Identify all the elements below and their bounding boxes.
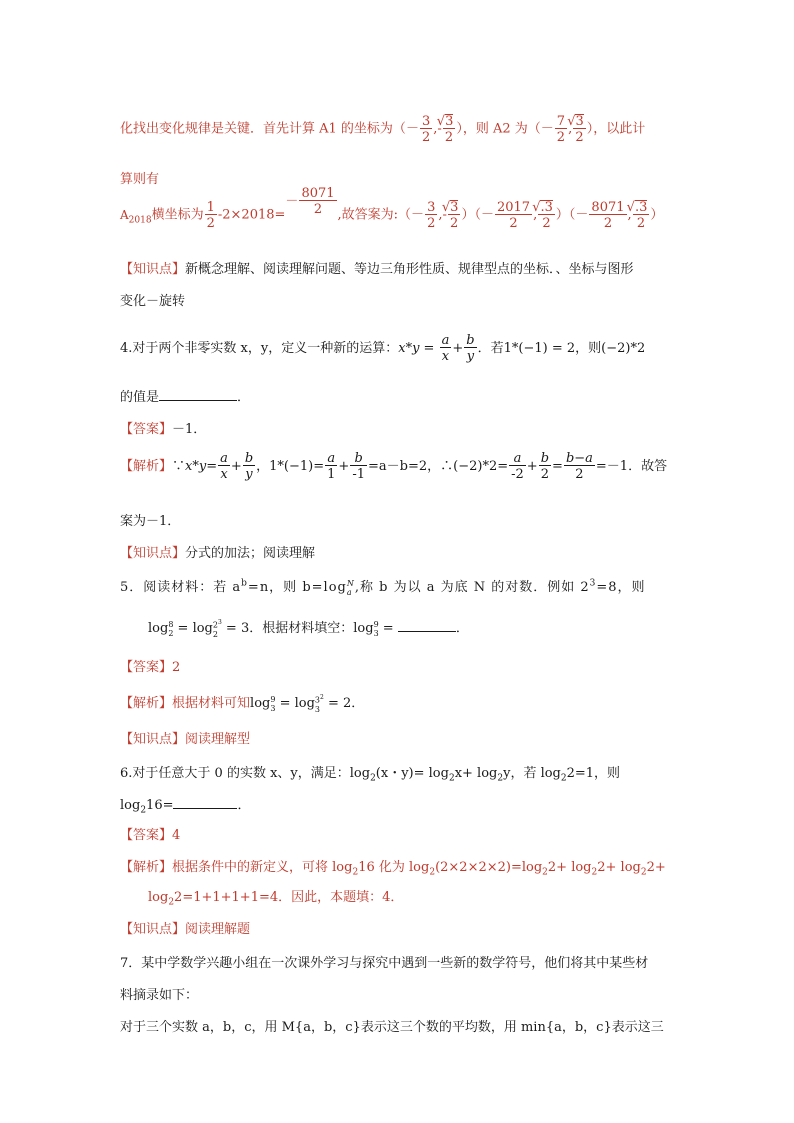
answer-blank: [398, 619, 456, 632]
fraction: √ $\frac{3}{2}$: [443, 114, 456, 144]
knowledge-point-line: [120, 728, 250, 747]
text: 2=1，则: [566, 766, 621, 781]
text: ．: [237, 390, 251, 405]
text: 5．阅读材料：若 a: [120, 580, 242, 595]
question-6: 6.对于任意大于 0 的实数 x、y，满足：$\log_2(x$・$y)= \log_2x+ \log_2y$，若 $\log_22=1$，则: [120, 766, 621, 784]
text: 16=: [146, 798, 174, 813]
text: x: [398, 341, 406, 356]
text: ∵: [172, 459, 186, 474]
solution-line-3: [120, 185, 664, 231]
text: -2×2018=: [217, 207, 286, 223]
text: log: [148, 890, 169, 905]
fraction: $\frac{1}{2}$: [206, 199, 215, 231]
text: 6.对于任意大于 0 的实数 x、y，满足：log: [120, 766, 371, 781]
knowledge-point-line: [120, 258, 634, 277]
text: 2+: [646, 860, 666, 875]
fraction: $\frac{8071}{2}$: [301, 185, 335, 217]
text: 阅读理解型: [185, 732, 251, 747]
fraction: $\frac{7}{2}$: [556, 113, 566, 145]
text: 新概念理解、阅读理解问题、等边三角形性质、规律型点的坐标．、坐标与图形: [185, 262, 634, 277]
fraction: $\frac{3}{2}$: [421, 113, 431, 145]
text: 2: [172, 660, 181, 675]
fraction: $\frac{2017}{2}$: [496, 199, 531, 231]
text: ,故答案为:（: [337, 207, 412, 223]
text: －: [285, 193, 299, 209]
text: 2+ log: [597, 860, 641, 875]
fraction: $\frac{a}{x}$: [441, 333, 450, 364]
text: x+ log: [454, 766, 498, 781]
text: 分式的加法；阅读理解: [185, 546, 316, 561]
answer-line: [120, 656, 180, 675]
question-7-line-2: 料摘录如下：: [120, 988, 199, 1003]
text: =n，则 b=log: [247, 580, 347, 595]
question-7-line-3: 对于三个实数 a，b，c，用 M{a，b，c}表示这三个数的平均数，用 min{a，b，c}表示这三: [120, 1020, 664, 1035]
text: 化找出变化规律是关键．首先计算 A1 的坐标为（: [120, 121, 406, 137]
answer-blank: [159, 388, 237, 401]
text: y，若 log: [503, 766, 561, 781]
solution-line-2: 算则有: [120, 172, 160, 187]
knowledge-tag: 【知识点】: [120, 262, 186, 277]
answer-tag: 【答案】: [120, 422, 173, 437]
fraction: $\frac{b}{2}$: [540, 451, 550, 482]
text: y: [412, 341, 420, 356]
text: ,-: [438, 207, 447, 223]
answer-line: [120, 418, 206, 437]
text: ,: [627, 207, 632, 223]
solution-line-cont: $\log_22=1+1+1+1=4$．因此，本题填：4．: [148, 890, 404, 908]
solution-line-cont: 案为－1．: [120, 514, 181, 529]
solution-line-1: [120, 114, 645, 144]
text: 4: [172, 828, 181, 843]
text: (2×2×2×2)=log: [435, 860, 543, 875]
text: y: [198, 459, 207, 474]
knowledge-tag: 【知识点】: [120, 922, 186, 937]
text: 根据材料可知: [172, 696, 251, 711]
question-6-cont: $\log_216=$ ．: [120, 798, 251, 816]
text: ）（－: [555, 207, 589, 223]
answer-blank: [173, 796, 237, 809]
text: ），则 A2 为（: [456, 121, 541, 137]
text: 2+ log: [547, 860, 592, 875]
text: 的值是: [120, 390, 160, 405]
text: 16 化为 log: [358, 860, 430, 875]
text: =8，则: [596, 580, 646, 595]
text: ，则: [575, 341, 602, 356]
solution-tag: 【解析】: [120, 696, 173, 711]
question-4-blank-line: [120, 386, 250, 405]
text: ），以此计: [586, 121, 646, 137]
text: －: [540, 121, 554, 137]
answer-tag: 【答案】: [120, 660, 173, 675]
knowledge-point-line: [120, 542, 315, 561]
superscript: 3: [589, 578, 597, 589]
answer-tag: 【答案】: [120, 828, 173, 843]
text: ）: [650, 207, 664, 223]
fraction: $\frac{3}{2}$: [427, 199, 436, 231]
text: $A_{2018}$: [120, 207, 152, 225]
question-5-formula: log 8 2 = log $2^3$ 2 = 3．根据材料填空：log 9 3 = ．: [148, 619, 469, 639]
text: ．: [237, 798, 251, 813]
solution-tag: 【解析】: [120, 860, 173, 875]
question-5: [120, 576, 646, 597]
solution-tag: 【解析】: [120, 459, 173, 474]
text: ．: [455, 621, 469, 636]
log-notation: N a: [346, 578, 355, 597]
fraction: √ $\frac{3}{2}$: [573, 114, 586, 144]
answer-line: [120, 824, 180, 843]
question-4: 4.对于两个非零实数 x，y，定义一种新的运算：x*y = $\frac{a}{x}$ + $\frac{b}{y}$ ．若1*(−1) = 2，则(−2)*2: [120, 333, 646, 364]
text: 2=1+1+1+1=4．因此，本题填：4．: [174, 890, 404, 905]
text: =－1．故答: [595, 459, 668, 474]
fraction: √ $\frac{.3}{2}$: [538, 200, 555, 230]
text: ）（－: [461, 207, 494, 223]
fraction: √ $\frac{.3}{2}$: [633, 200, 650, 230]
text: －: [405, 121, 419, 137]
knowledge-point-line-2: 变化－旋转: [120, 294, 186, 309]
text: －1．: [172, 422, 207, 437]
solution-line: 【解析】根据条件中的新定义，可将 $\log_216$ 化为 $\log_2(2\times 2\times 2\times 2)=\log_22+ \log_22+ \log_22+$: [120, 860, 666, 878]
fraction: $\frac{b}{y}$: [466, 333, 475, 364]
solution-line: 【解析】∵x*y= $\frac{a}{x}$ + $\frac{b}{y}$ ，1*(−1)= $\frac{a}{1}$ + $\frac{b}{-1}$ =a－b=2，∴(−2)*2= $\frac{a}{-2}$ + $\frac{b}{2}$ = $\frac{b-a}{2}$ =－1．故答: [120, 451, 668, 482]
fraction: √ $\frac{3}{2}$: [448, 200, 461, 230]
text: ,-: [433, 121, 442, 137]
fraction: $\frac{a}{1}$: [327, 451, 336, 482]
question-7: 7．某中学数学兴趣小组在一次课外学习与探究中遇到一些新的数学符号，他们将其中某些材: [120, 956, 649, 971]
text: log: [120, 798, 141, 813]
text: ,: [533, 207, 538, 223]
text: ,称 b 为以 a 为底 N 的对数．例如 2: [354, 580, 590, 595]
text: ．若: [477, 341, 504, 356]
fraction: $\frac{b-a}{2}$: [565, 451, 593, 482]
text: x: [185, 459, 193, 474]
knowledge-point-line: [120, 918, 250, 937]
text: ，: [256, 459, 270, 474]
knowledge-tag: 【知识点】: [120, 732, 186, 747]
text: 4.对于两个非零实数 x，y，定义一种新的运算：: [120, 341, 399, 356]
solution-line: 【解析】根据材料可知log 9 3 = log $3^2$ 3 = 2．: [120, 694, 365, 714]
fraction: $\frac{b}{-1}$: [352, 451, 365, 482]
text: －: [411, 207, 425, 223]
text: ．根据材料填空：: [249, 621, 354, 636]
text: 横坐标为: [151, 207, 204, 223]
fraction: $\frac{a}{-2}$: [511, 451, 524, 482]
fraction: $\frac{b}{y}$: [244, 451, 254, 482]
fraction: $\frac{a}{x}$: [220, 451, 228, 482]
fraction: $\frac{8071}{2}$: [591, 199, 625, 231]
text: ,: [568, 121, 573, 137]
text: =a－b=2，∴: [368, 459, 454, 474]
text: 根据条件中的新定义，可将 log: [172, 860, 353, 875]
text: (x・y)= log: [375, 766, 449, 781]
superscript: b: [241, 578, 248, 589]
text: 阅读理解题: [185, 922, 251, 937]
knowledge-tag: 【知识点】: [120, 546, 186, 561]
